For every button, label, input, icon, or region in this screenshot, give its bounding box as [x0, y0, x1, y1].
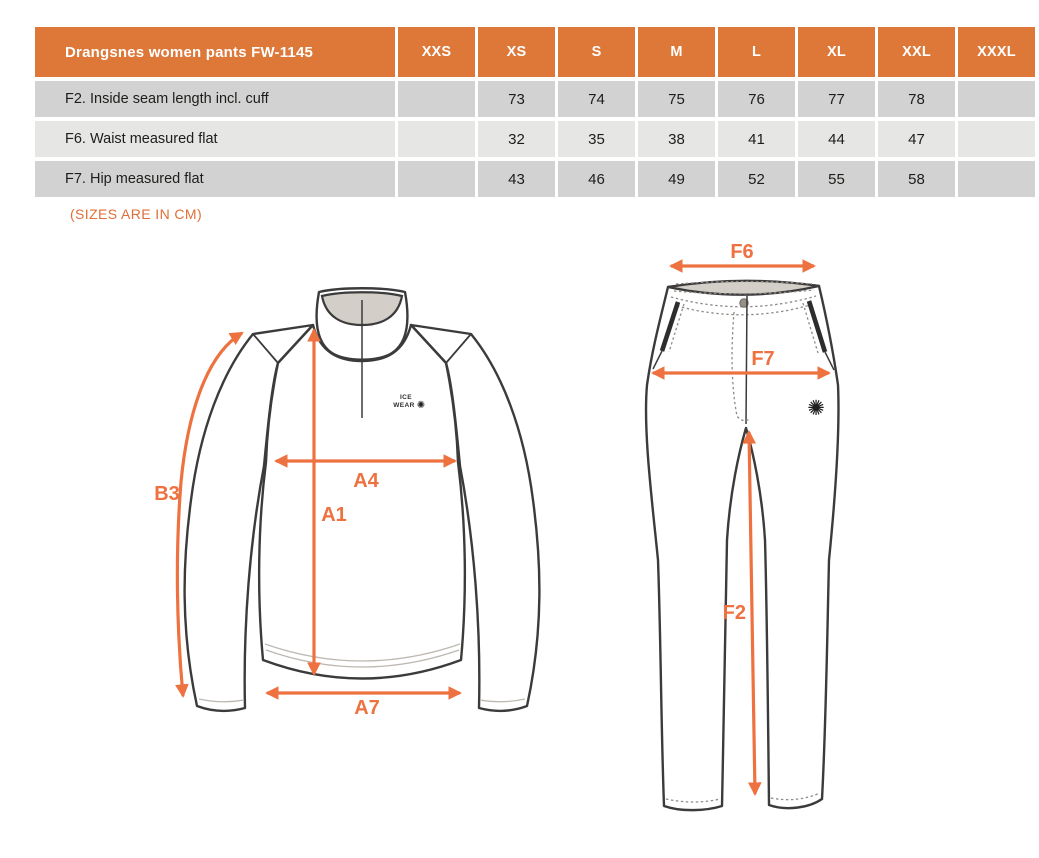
measurement-cell: 78 [878, 81, 955, 117]
measurement-cell: 35 [558, 121, 635, 157]
a7-label: A7 [354, 697, 380, 719]
measurement-cell: 75 [638, 81, 715, 117]
measurement-cell: 44 [798, 121, 875, 157]
brand-logo-line2: WEAR [393, 402, 415, 409]
f7-label: F7 [751, 348, 775, 370]
measurement-cell: 41 [718, 121, 795, 157]
row-label: F7. Hip measured flat [35, 161, 395, 197]
size-col-l: L [718, 27, 795, 77]
size-col-xl: XL [798, 27, 875, 77]
size-col-xxs: XXS [398, 27, 475, 77]
f6-label: F6 [730, 241, 754, 263]
f2-arrow [749, 432, 755, 794]
f2-label: F2 [722, 602, 746, 624]
row-label: F2. Inside seam length incl. cuff [35, 81, 395, 117]
b3-label: B3 [154, 483, 180, 505]
size-col-m: M [638, 27, 715, 77]
measurement-cell: 47 [878, 121, 955, 157]
measurement-cell: 46 [558, 161, 635, 197]
a1-label: A1 [321, 504, 347, 526]
size-col-xxxl: XXXL [958, 27, 1035, 77]
a4-label: A4 [353, 470, 379, 492]
snowflake-icon: ✺ [807, 396, 825, 420]
measurement-cell: 43 [478, 161, 555, 197]
pants-diagram [646, 241, 838, 810]
measurement-cell: 58 [878, 161, 955, 197]
row-label: F6. Waist measured flat [35, 121, 395, 157]
measurement-cell: 49 [638, 161, 715, 197]
measurement-cell: 38 [638, 121, 715, 157]
pants-body [646, 281, 838, 810]
measurement-cell: 77 [798, 81, 875, 117]
center-front-seam [746, 296, 747, 424]
measurement-cell: 32 [478, 121, 555, 157]
size-col-s: S [558, 27, 635, 77]
sizes-unit-note: (SIZES ARE IN CM) [70, 206, 203, 222]
brand-logo-line1: ICE [399, 394, 413, 401]
measurement-cell: 55 [798, 161, 875, 197]
measurement-cell: 76 [718, 81, 795, 117]
sweater-diagram [154, 288, 539, 719]
measurement-cell: 73 [478, 81, 555, 117]
size-col-xxl: XXL [878, 27, 955, 77]
table-title: Drangsnes women pants FW-1145 [35, 27, 395, 77]
snowflake-icon: ✺ [416, 400, 426, 411]
measurement-cell: 52 [718, 161, 795, 197]
measurement-cell: 74 [558, 81, 635, 117]
size-col-xs: XS [478, 27, 555, 77]
